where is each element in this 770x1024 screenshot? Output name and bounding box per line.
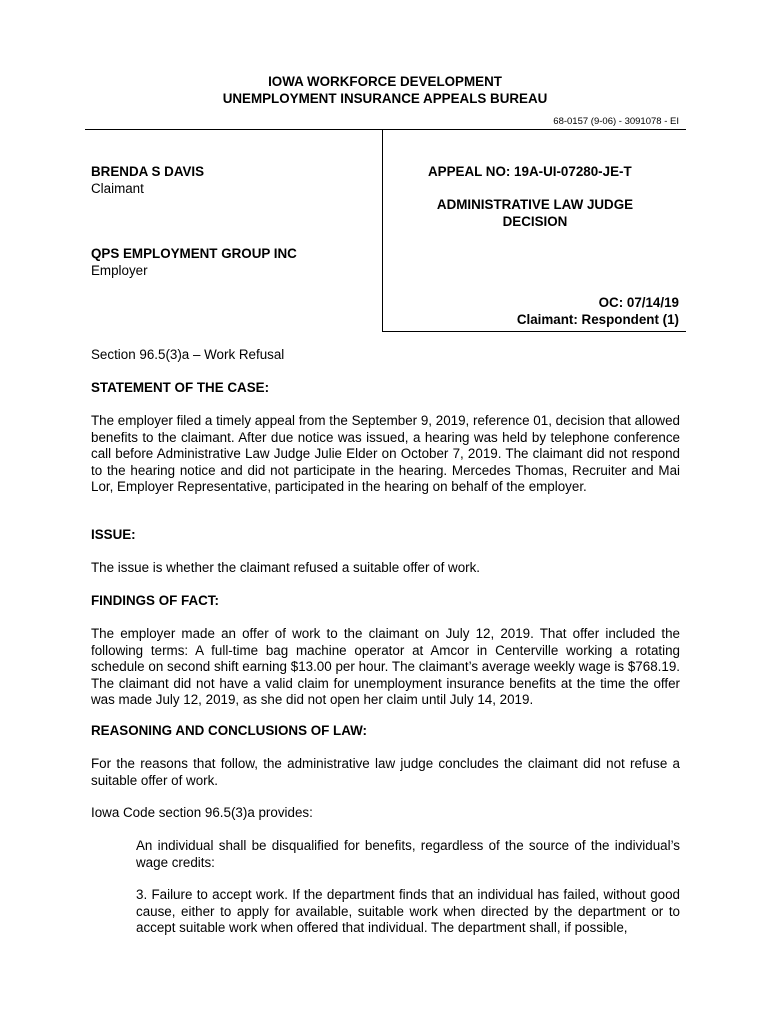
form-code: 68-0157 (9-06) - 3091078 - EI <box>553 116 679 127</box>
employer-name: QPS EMPLOYMENT GROUP INC <box>91 246 297 261</box>
caption-bottom-rule <box>382 331 686 332</box>
agency-line-2: UNEMPLOYMENT INSURANCE APPEALS BUREAU <box>222 90 548 106</box>
issue-heading: ISSUE: <box>91 527 136 542</box>
decision-title-line-2: DECISION <box>502 213 568 229</box>
reasoning-heading: REASONING AND CONCLUSIONS OF LAW: <box>91 723 367 738</box>
claimant-name: BRENDA S DAVIS <box>91 164 205 179</box>
decision-title <box>415 197 655 230</box>
statute-quote-2: 3. Failure to accept work. If the department finds that an individual has failed, without good cause, either to apply for available, suitable work when directed by the department or to accept suitable work when offered that individual. The department shall, if possible, <box>136 887 680 935</box>
employer-role: Employer <box>91 263 148 278</box>
claimant-role: Claimant <box>91 181 144 196</box>
agency-title <box>85 74 685 107</box>
statement-body: The employer filed a timely appeal from the September 9, 2019, reference 01, decision that allowed benefits to the claimant. After due notice was issued, a hearing was held by telephone conference call before Administrative Law Judge Julie Elder on October 7, 2019. The claimant did not respond to the hearing notice and did not participate in the hearing. Mercedes Thomas, Recruiter and Mai Lor, Employer Representative, participated in the hearing on behalf of the employer. <box>91 413 680 494</box>
header-rule <box>85 129 686 130</box>
respondent-line: Claimant: Respondent (1) <box>516 312 679 327</box>
caption-divider <box>382 129 383 331</box>
decision-title-line-1: ADMINISTRATIVE LAW JUDGE <box>436 197 634 212</box>
appeal-number: APPEAL NO: 19A-UI-07280-JE-T <box>428 164 632 179</box>
issue-body: The issue is whether the claimant refused a suitable offer of work. <box>91 560 481 575</box>
agency-line-1: IOWA WORKFORCE DEVELOPMENT <box>268 74 502 89</box>
reasoning-body: For the reasons that follow, the administrative law judge concludes the claimant did not refuse a suitable offer of work. <box>91 756 680 788</box>
code-intro: Iowa Code section 96.5(3)a provides: <box>91 805 313 820</box>
section-reference: Section 96.5(3)a – Work Refusal <box>91 347 285 362</box>
oc-date: OC: 07/14/19 <box>598 295 679 310</box>
statute-quote-1: An individual shall be disqualified for benefits, regardless of the source of the individual’s wage credits: <box>136 838 680 870</box>
findings-body: The employer made an offer of work to the claimant on July 12, 2019. That offer included the following terms: A full-time bag machine operator at Amcor in Centerville working a rotating schedule on second shift earning $13.00 per hour. The claimant’s average weekly wage is $768.19. The claimant did not have a valid claim for unemployment insurance benefits at the time the offer was made July 12, 2019, as she did not open her claim until July 14, 2019. <box>91 626 680 707</box>
findings-heading: FINDINGS OF FACT: <box>91 593 219 608</box>
statement-heading: STATEMENT OF THE CASE: <box>91 380 270 395</box>
